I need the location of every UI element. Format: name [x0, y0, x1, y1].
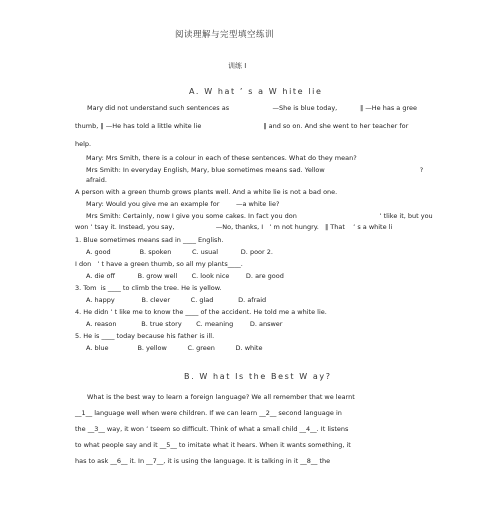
question-stem: 5. He is ____ today because his father is ill. [75, 332, 215, 340]
passage-a-line: Mary did not understand such sentences as —She is blue today, ‖ —He has a gree [87, 104, 417, 112]
dialogue-line: Mrs Smith: Certainly, now I give you some cakes. In fact you don ’ tlike it, but you [86, 212, 433, 220]
passage-b-line: to what people say and it __5__ to imitate what it hears. When it wants something, it [75, 441, 351, 449]
answer-options: A. reason B. true story C. meaning D. answer [86, 320, 283, 328]
section-a-heading: A. W hat ’ s a W hite lie [189, 87, 323, 96]
passage-b-line: __1__ language well when were children. If we can learn __2__ second language in [75, 409, 342, 417]
passage-b-line: has to ask __6__ it. In __7__, it is using the language. It is talking in it __8__ the [75, 457, 331, 465]
dialogue-line: Mary: Would you give me an example for —a white lie? [86, 200, 280, 208]
passage-b-line: the __3__ way, it won ’ tseem so difficult. Think of what a small child __4__. It listens [75, 425, 349, 433]
answer-options: A. die off B. grow well C. look nice D. are good [86, 272, 284, 280]
answer-options: A. happy B. clever C. glad D. afraid [86, 296, 267, 304]
dialogue-line: Mrs Smith: In everyday English, Mary, blue sometimes means sad. Yellow ? [86, 166, 424, 174]
passage-a-line: A person with a green thumb grows plants well. And a white lie is not a bad one. [75, 188, 338, 196]
document-title: 阅读理解与完型填空练训 [175, 30, 275, 40]
passage-a-line: thumb, ‖ —He has told a little white lie ‖ and so on. And she went to her teacher for [75, 122, 409, 130]
answer-options: A. blue B. yellow C. green D. white [86, 344, 263, 352]
section-b-heading: B. W hat Is the Best W ay? [184, 372, 332, 381]
question-stem: 1. Blue sometimes means sad in ____ English. [75, 236, 224, 244]
question-stem: 4. He didn ’ t like me to know the ____ of the accident. He told me a white lie. [75, 308, 327, 316]
question-stem: 3. Tom is ____ to climb the tree. He is yellow. [75, 284, 222, 292]
exercise-subtitle: 训练 I [228, 62, 247, 70]
dialogue-line: won ’ tsay it. Instead, you say, —No, thanks, I ’ m not hungry. ‖ That ’ s a white li [75, 223, 393, 231]
dialogue-line: Mary: Mrs Smith, there is a colour in each of these sentences. What do they mean? [86, 154, 357, 162]
question-stem: I don ’ t have a green thumb, so all my plants____. [75, 260, 243, 268]
answer-options: A. good B. spoken C. usual D. poor 2. [86, 248, 273, 256]
passage-a-line: help. [75, 140, 92, 148]
passage-b-line: What is the best way to learn a foreign language? We all remember that we learnt [87, 393, 355, 401]
dialogue-line: afraid. [86, 176, 107, 184]
